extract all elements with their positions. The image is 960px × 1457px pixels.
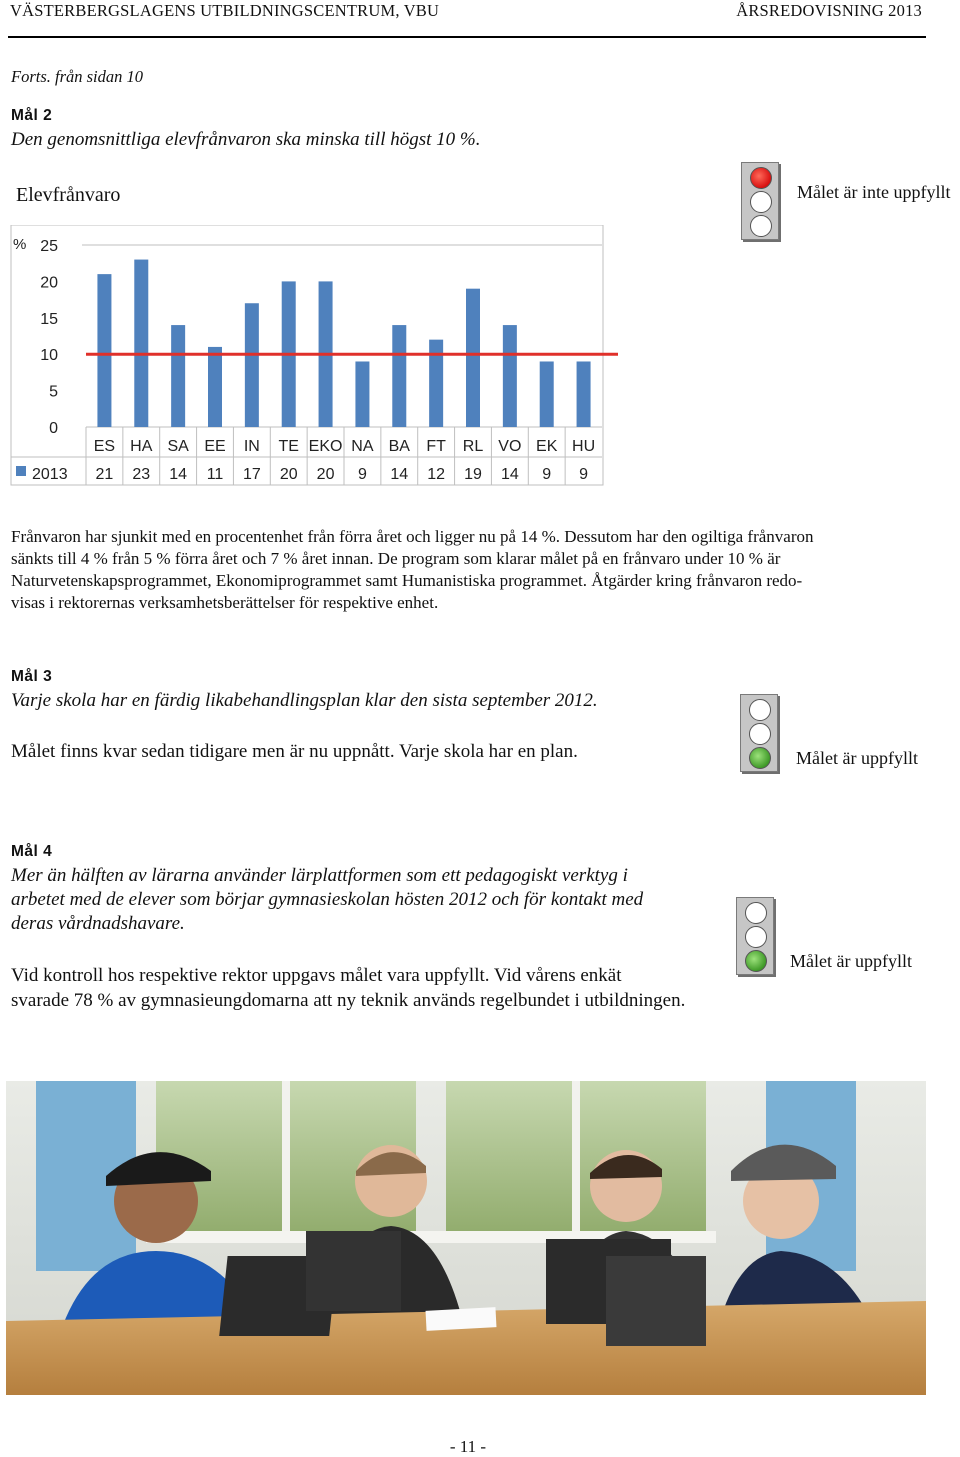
data-table-value: 14 [169, 466, 188, 483]
bar [466, 289, 480, 427]
green-light-icon [749, 747, 771, 769]
goal2-paragraph-line: sänkts till 4 % från 5 % förra året och 7 % året innan. De program som klarar målet på en frånvaro under 10 % är [11, 549, 781, 568]
goal4-body [11, 963, 685, 1013]
category-label: EK [536, 438, 558, 455]
y-tick-label: 25 [40, 238, 58, 255]
traffic-light-red-icon [741, 162, 779, 240]
category-label: ES [93, 438, 116, 455]
bar [208, 347, 222, 427]
data-table-value: 11 [206, 466, 224, 483]
bar [355, 361, 369, 427]
goal4-text-line: arbetet med de elever som börjar gymnasieskolan hösten 2012 och för kontakt med [11, 889, 644, 910]
y-tick-label: 0 [49, 420, 58, 437]
yellow-light-off-icon [749, 723, 771, 745]
header-divider [8, 36, 926, 38]
traffic-light-green-icon [740, 694, 778, 772]
category-label: VO [498, 438, 522, 455]
y-tick-label: 15 [40, 310, 58, 328]
goal2-paragraph [11, 526, 941, 614]
goal2-paragraph-line: Frånvaron har sjunkit med en procentenhet från förra året och ligger nu på 14 %. Dessutom har den ogiltiga frånvaron [11, 527, 814, 546]
bar [503, 325, 517, 427]
data-table-value: 21 [95, 466, 114, 483]
goal4-text [11, 864, 643, 936]
students-photo [6, 1081, 926, 1395]
bar [171, 325, 185, 427]
category-label: SA [167, 438, 189, 455]
y-tick-label: 20 [40, 274, 58, 292]
category-label: RL [462, 438, 484, 455]
chart-title: Elevfrånvaro [16, 184, 121, 206]
goal4-text-line: deras vårdnadshavare. [11, 913, 185, 934]
bar [134, 260, 148, 427]
green-light-off-icon [750, 215, 772, 237]
data-table-value: 20 [279, 466, 298, 483]
yellow-light-off-icon [745, 926, 767, 948]
page-number: - 11 - [449, 1437, 487, 1456]
red-light-off-icon [749, 699, 771, 721]
category-label: HU [572, 438, 596, 455]
bar [540, 361, 554, 427]
header-title: VÄSTERBERGSLAGENS UTBILDNINGSCENTRUM, VBU [10, 1, 440, 20]
category-label: HA [130, 438, 153, 455]
category-label: EKO [308, 438, 343, 455]
category-label: EE [204, 438, 226, 455]
data-table-value: 19 [464, 466, 482, 483]
data-table-value: 17 [242, 466, 261, 483]
data-table-value: 12 [427, 466, 446, 483]
header-report-title: ÅRSREDOVISNING 2013 [736, 1, 922, 20]
bar [392, 325, 406, 427]
goal2-paragraph-line: Naturvetenskapsprogrammet, Ekonomiprogrammet samt Humanistiska programmet. Åtgärder kring frånvaron redo- [11, 571, 803, 590]
goal4-body-line: svarade 78 % av gymnasieungdomarna att ny teknik används regelbundet i utbildningen. [11, 990, 686, 1011]
goal3-label: Mål 3 [11, 668, 53, 685]
goal4-body-line: Vid kontroll hos respektive rektor uppgavs målet vara uppfyllt. Vid vårens enkät [11, 965, 622, 986]
data-table-value: 9 [357, 466, 367, 483]
goal4-text-line: Mer än hälften av lärarna använder lärplattformen som ett pedagogiskt verktyg i [11, 865, 628, 886]
goal4-label: Mål 4 [11, 843, 53, 860]
red-light-off-icon [745, 902, 767, 924]
continued-note: Forts. från sidan 10 [11, 67, 144, 86]
data-table-value: 14 [500, 466, 519, 483]
goal2-label: Mål 2 [11, 107, 53, 124]
bar [577, 361, 591, 427]
goal4-status: Målet är uppfyllt [790, 951, 912, 971]
legend-swatch [16, 466, 26, 476]
red-light-icon [750, 167, 772, 189]
goal3-status: Målet är uppfyllt [796, 748, 918, 768]
absence-bar-chart [10, 225, 620, 487]
data-table-value: 9 [542, 466, 552, 483]
data-table-value: 20 [316, 466, 335, 483]
y-tick-label: 5 [49, 383, 58, 401]
data-table-value: 23 [132, 466, 151, 483]
y-axis-label: % [13, 236, 27, 253]
category-label: IN [243, 438, 260, 455]
category-label: TE [278, 438, 299, 455]
category-label: BA [388, 438, 410, 455]
goal2-text: Den genomsnittliga elevfrånvaron ska minska till högst 10 %. [11, 129, 481, 150]
green-light-icon [745, 950, 767, 972]
bar [97, 274, 111, 427]
traffic-light-green-icon [736, 897, 774, 975]
category-label: NA [351, 438, 374, 455]
bar [245, 303, 259, 427]
y-tick-label: 10 [40, 347, 58, 365]
legend-label: 2013 [32, 466, 68, 483]
goal3-text: Varje skola har en färdig likabehandlingsplan klar den sista september 2012. [11, 690, 598, 711]
data-table-value: 9 [579, 466, 589, 483]
goal2-status: Målet är inte uppfyllt [797, 182, 951, 202]
data-table-value: 14 [390, 466, 409, 483]
category-label: FT [426, 438, 446, 455]
goal3-body: Målet finns kvar sedan tidigare men är nu uppnått. Varje skola har en plan. [11, 741, 578, 762]
yellow-light-off-icon [750, 191, 772, 213]
goal2-paragraph-line: visas i rektorernas verksamhetsberättelser för respektive enhet. [11, 593, 439, 612]
